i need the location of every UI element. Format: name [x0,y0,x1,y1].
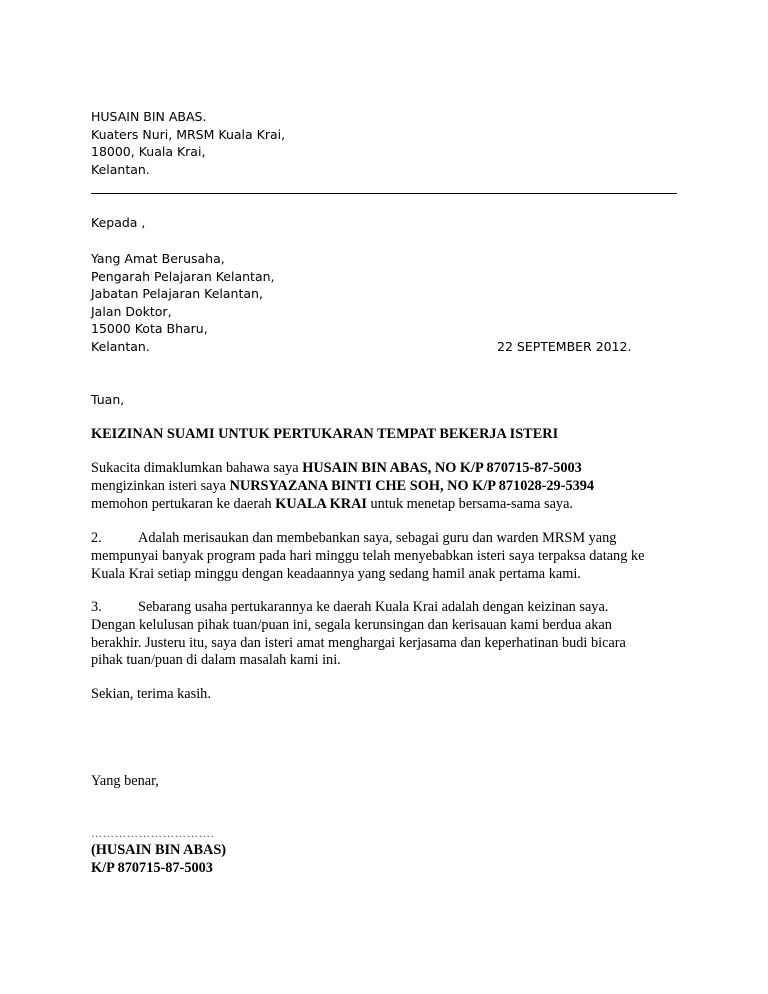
text: Sebarang usaha pertukarannya ke daerah Kuala Krai adalah dengan keizinan saya. [138,599,609,615]
paragraph-line [91,478,594,496]
subject-line: KEIZINAN SUAMI UNTUK PERTUKARAN TEMPAT BEKERJA ISTERI [91,426,559,442]
salutation: Tuan, [91,392,125,407]
sender-line: 18000, Kuala Krai, [91,144,206,160]
paragraph-line: berakhir. Justeru itu, saya dan isteri amat menghargai kerjasama dan keperhatinan budi bicara [91,634,626,651]
text: mengizinkan isteri saya [91,477,230,494]
paragraph-number: 3. [91,599,102,615]
sender-line: Kelantan. [91,161,150,177]
recipient-line: Kelantan. [91,338,150,354]
recipient-line: 15000 Kota Bharu, [91,321,208,337]
paragraph-line [91,599,626,617]
text: untuk menetap bersama-sama saya. [366,495,573,512]
text: Adalah merisaukan dan membebankan saya, sebagai guru dan warden MRSM yang [138,530,617,546]
text: Sukacita dimaklumkan bahawa saya [91,460,303,476]
sender-line: Kuaters Nuri, MRSM Kuala Krai, [91,126,286,142]
paragraph-line [91,530,644,548]
paragraph-line: pihak tuan/puan di dalam masalah kami ini. [91,652,341,669]
recipient-line: Pengarah Pelajaran Kelantan, [91,268,275,284]
recipient-address [91,250,275,356]
paragraph-line: Kuala Krai setiap minggu dengan keadaannya yang sedang hamil anak pertama kami. [91,565,581,582]
signer-name: (HUSAIN BIN ABAS) [91,842,227,858]
sender-identity: HUSAIN BIN ABAS, NO K/P 870715-87-5003 [302,460,582,476]
sender-line: HUSAIN BIN ABAS. [91,109,207,124]
letter-date: 22 SEPTEMBER 2012. [497,339,632,354]
paragraph-line: mempunyai banyak program pada hari minggu telah menyebabkan isteri saya terpaksa datang ke [91,547,645,564]
header-divider [91,193,677,194]
recipient-line: Jalan Doktor, [91,303,172,319]
paragraph-line [91,460,594,478]
paragraph-line: Dengan kelulusan pihak tuan/puan ini, segala kerunsingan dan kerisauan kami berdua akan [91,616,612,633]
paragraph-1 [91,460,594,513]
paragraph-line [91,496,594,514]
signature-line: …………………………. [91,828,215,840]
signer-id: K/P 870715-87-5003 [91,860,213,876]
sender-address [91,108,285,178]
closing-line: Sekian, terima kasih. [91,686,211,702]
wife-identity: NURSYAZANA BINTI CHE SOH, NO K/P 871028-29-5394 [229,477,595,494]
to-label: Kepada , [91,215,146,230]
recipient-line: Yang Amat Berusaha, [91,251,225,266]
recipient-line: Jabatan Pelajaran Kelantan, [91,286,263,302]
paragraph-3 [91,599,626,670]
district-name: KUALA KRAI [275,495,367,512]
signoff: Yang benar, [91,773,159,789]
paragraph-2 [91,530,644,583]
paragraph-number: 2. [91,530,102,546]
text: memohon pertukaran ke daerah [91,495,276,512]
